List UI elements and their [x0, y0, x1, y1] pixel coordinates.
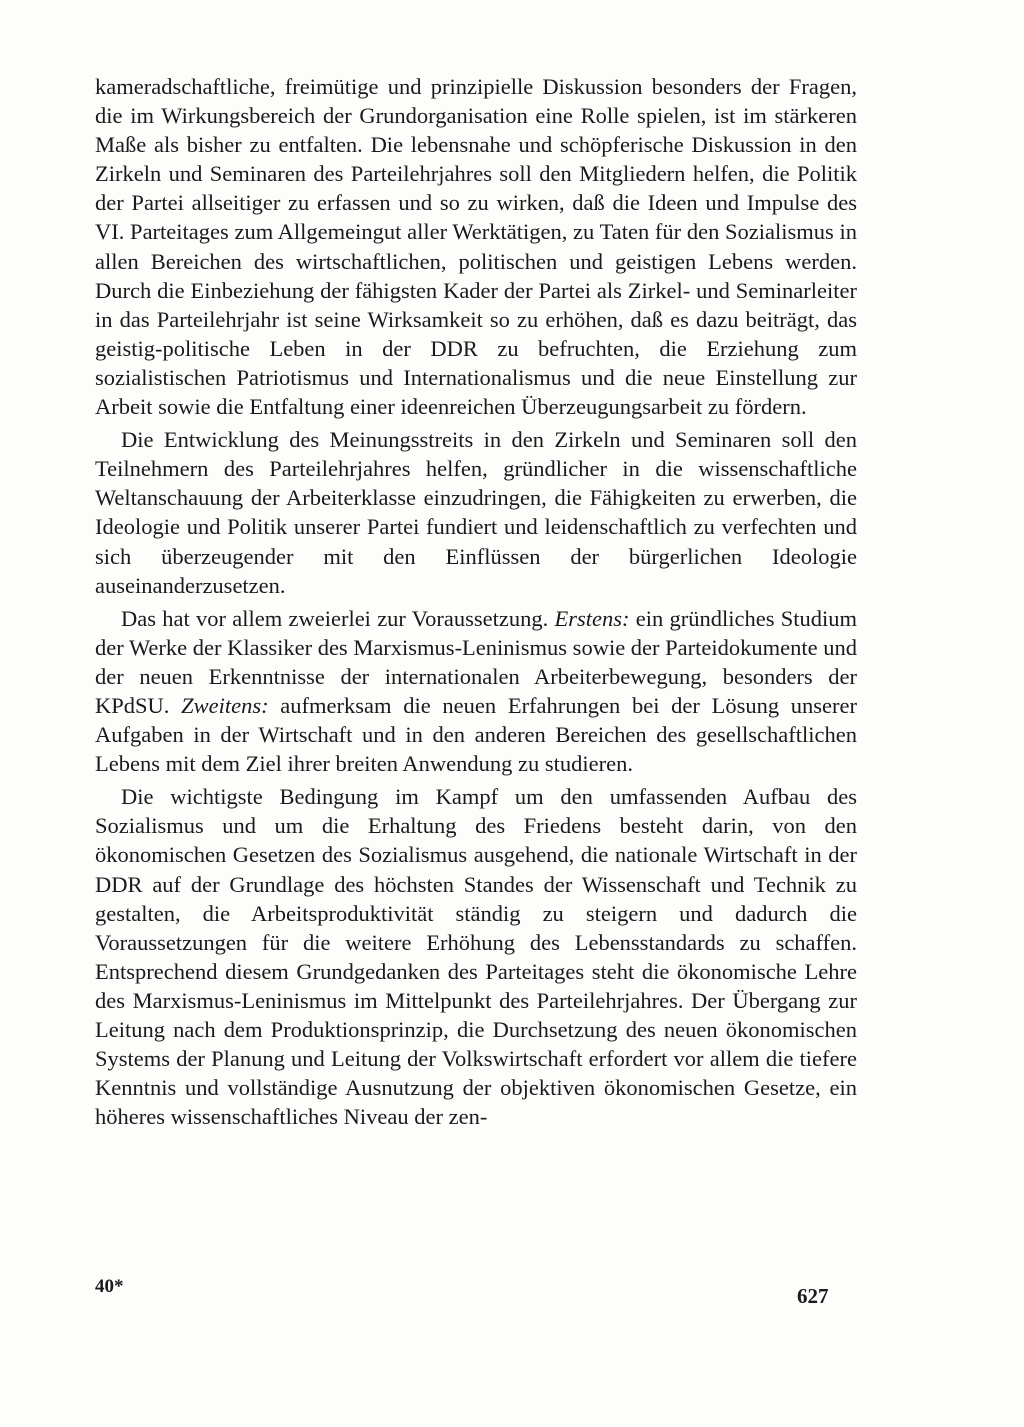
paragraph-3-text-c: aufmerksam die neuen Erfahrungen bei der Lösung unserer Aufgaben in der Wirtschaft und in den anderen Bereichen des gesellschaftlichen Lebens mit dem Ziel ihrer breiten Anwendung zu studieren. — [95, 692, 857, 777]
paragraph-3-text-b: ein gründliches Studium der Werke der Klassiker des Marxismus-Leninismus sowie der Parteidokumente und der neuen Erkenntnisse der internationalen Arbeiterbewegung, besonders der KPdSU. — [95, 605, 857, 718]
page-number: 627 — [797, 1284, 829, 1308]
paragraph-3 — [95, 604, 857, 779]
body-text — [95, 72, 857, 1135]
paragraph-3-text-a: Das hat vor allem zweierlei zur Voraussetzung. — [121, 605, 555, 631]
emphasis-zweitens: Zweitens: — [181, 692, 269, 718]
paragraph-4: Die wichtigste Bedingung im Kampf um den umfassenden Aufbau des Sozialismus und um die Erhaltung des Friedens besteht darin, von den ökonomischen Gesetzen des Sozialismus ausgehend, die nationale Wirtschaft in der DDR auf der Grundlage des höchsten Standes der Wissenschaft und Technik zu gestalten, die Arbeitsproduktivität ständig zu steigern und dadurch die Voraussetzungen für die weitere Erhöhung des Lebensstandards zu schaffen. Entsprechend diesem Grundgedanken des Parteitages steht die ökonomische Lehre des Marxismus-Leninismus im Mittelpunkt des Parteilehrjahres. Der Übergang zur Leitung nach dem Produktionsprinzip, die Durchsetzung des neuen ökonomischen Systems der Planung und Leitung der Volkswirtschaft erfordert vor allem die tiefere Kenntnis und vollständige Ausnutzung der objektiven ökonomischen Gesetze, ein höheres wissenschaftliches Niveau der zen- — [95, 784, 857, 1130]
signature-mark: 40* — [95, 1276, 124, 1297]
paragraph-2: Die Entwicklung des Meinungsstreits in den Zirkeln und Seminaren soll den Teilnehmern des Parteilehrjahres helfen, gründlicher in die wissenschaftliche Weltanschauung der Arbeiterklasse einzudringen, die Fähigkeiten zu erwerben, die Ideologie und Politik unserer Partei fundiert und leidenschaftlich zu verfechten und sich überzeugender mit den Einflüssen der bürgerlichen Ideologie auseinanderzusetzen. — [95, 427, 857, 598]
paragraph-1: kameradschaftliche, freimütige und prinzipielle Diskussion besonders der Fragen, die im Wirkungsbereich der Grundorganisation eine Rolle spielen, ist im stärkeren Maße als bisher zu entfalten. Die lebensnahe und schöpferische Diskussion in den Zirkeln und Seminaren des Parteilehrjahres soll den Mitgliedern helfen, die Politik der Partei allseitiger zu erfassen und so zu wirken, daß die Ideen und Impulse des VI. Parteitages zum Allgemeingut aller Werktätigen, zu Taten für den Sozialismus in allen Bereichen des wirtschaftlichen, politischen und geistigen Lebens werden. Durch die Einbeziehung der fähigsten Kader der Partei als Zirkel- und Seminarleiter in das Parteilehrjahr ist seine Wirksamkeit so zu erhöhen, daß es dazu beiträgt, das geistig-politische Leben in der DDR zu befruchten, die Erziehung zum sozialistischen Patriotismus und Internationalismus und die neue Einstellung zur Arbeit sowie die Entfaltung einer ideenreichen Überzeugungsarbeit zu fördern. — [95, 74, 857, 420]
emphasis-erstens: Erstens: — [554, 605, 630, 631]
